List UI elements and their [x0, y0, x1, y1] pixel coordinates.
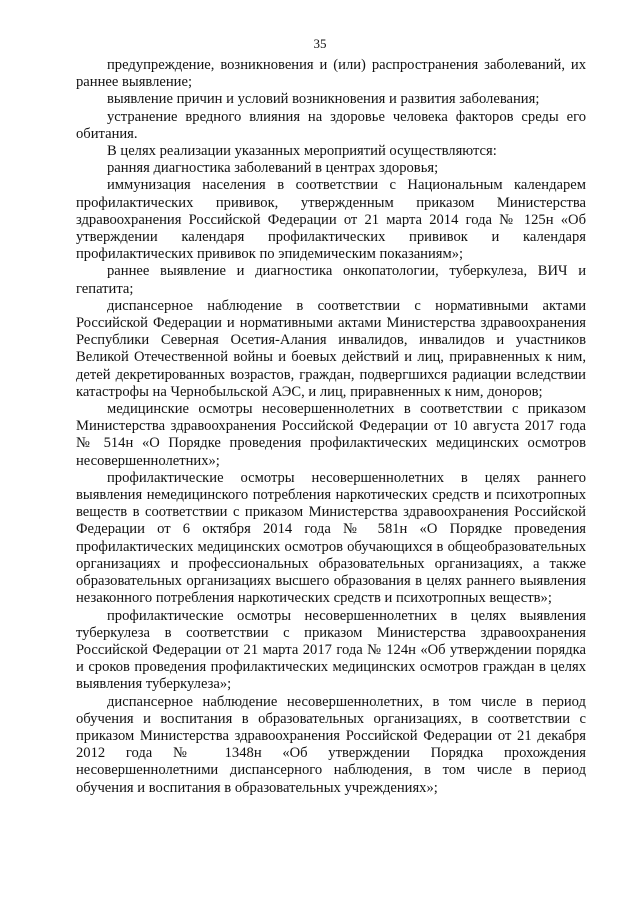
- paragraph-drug-screening: профилактические осмотры несовершеннолетних в целях раннего выявления немедицинского потребления наркотических средств и психотропных веществ в соответствии с приказом Министерства здравоохранения Российской Федерации от 6 октября 2014 года № 581н «О Порядке проведения профилактических медицинских осмотров обучающихся в общеобразовательных организациях и профессиональных образовательных организациях, а также образовательных организациях высшего образования в целях раннего выявления незаконного потребления наркотических средств и психотропных веществ»;: [76, 469, 586, 607]
- paragraph-early-diagnostics: ранняя диагностика заболеваний в центрах здоровья;: [107, 160, 439, 177]
- paragraph-medical-exams: медицинские осмотры несовершеннолетних в соответствии с приказом Министерства здравоохранения Российской Федерации от 10 августа 2017 года № 514н «О Порядке проведения профилактических медицинских осмотров несовершеннолетних»;: [76, 401, 586, 469]
- paragraph-tuberculosis: профилактические осмотры несовершеннолетних в целях выявления туберкулеза в соответствии с приказом Министерства здравоохранения Российской Федерации от 21 марта 2017 года № 124н «Об утверждении порядка и сроков проведения профилактических медицинских осмотров граждан в целях выявления туберкулеза»;: [76, 607, 586, 693]
- paragraph-immunization: иммунизация населения в соответствии с Национальным календарем профилактических прививок, утвержденным приказом Министерства здравоохранения Российской Федерации от 21 марта 2014 года № 125н «Об утверждении календаря профилактических прививок и календаря профилактических прививок по эпидемическим показаниям»;: [76, 177, 586, 263]
- paragraph-causes: выявление причин и условий возникновения и развития заболевания;: [107, 91, 540, 108]
- page-number: 35: [313, 36, 327, 51]
- paragraph-minors-dispensary: диспансерное наблюдение несовершеннолетних, в том числе в период обучения и воспитания в образовательных организациях, в соответствии с приказом Министерства здравоохранения Российской Федерации от 21 декабря 2012 года № 1348н «Об утверждении Порядка прохождения несовершеннолетними диспансерного наблюдения, в том числе в период обучения и воспитания в образовательных учреждениях»;: [76, 693, 586, 796]
- paragraph-measures-intro: В целях реализации указанных мероприятий осуществляются:: [107, 143, 497, 160]
- paragraph-dispensary: диспансерное наблюдение в соответствии с нормативными актами Российской Федерации и нормативными актами Министерства здравоохранения Республики Северная Осетия-Алания инвалидов, инвалидов и участников Великой Отечественной войны и боевых действий и лиц, приравненных к ним, детей декретированных возрастов, граждан, подвергшихся радиации вследствии катастрофы на Чернобыльской АЭС, и лиц, приравненных к ним, доноров;: [76, 297, 586, 400]
- paragraph-prevention: предупреждение, возникновения и (или) распространения заболеваний, их раннее выявление;: [76, 57, 586, 91]
- paragraph-oncology: раннее выявление и диагностика онкопатологии, туберкулеза, ВИЧ и гепатита;: [76, 263, 586, 297]
- paragraph-environment: устранение вредного влияния на здоровье человека факторов среды его обитания.: [76, 108, 586, 142]
- document-body: [76, 57, 586, 797]
